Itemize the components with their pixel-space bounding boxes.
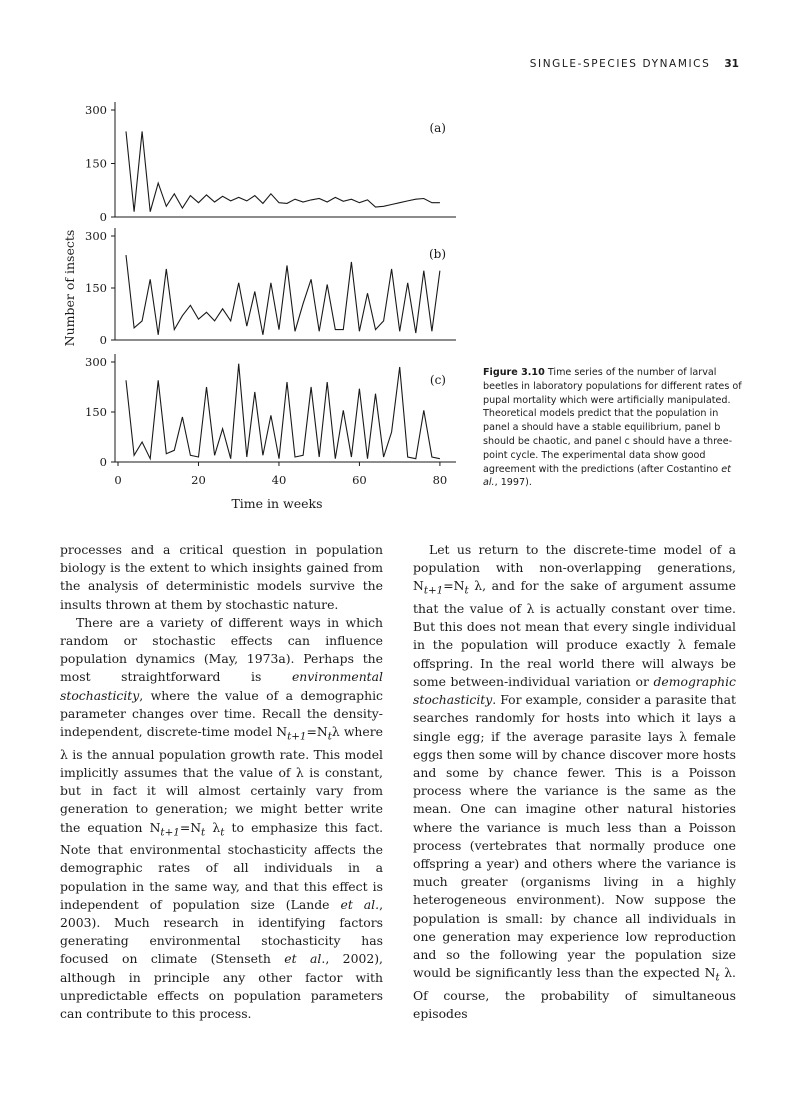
- x-tick-label: 20: [191, 473, 206, 487]
- panel-label: (b): [428, 247, 446, 261]
- running-title: SINGLE-SPECIES DYNAMICS: [529, 58, 711, 70]
- caption-cite: et al.: [483, 463, 731, 489]
- left-column: [60, 541, 383, 1023]
- y-tick-label: 0: [99, 210, 107, 224]
- panel-label: (a): [429, 121, 446, 135]
- x-tick-label: 80: [432, 473, 448, 487]
- x-tick-label: 60: [352, 473, 367, 487]
- paragraph: processes and a critical question in population biology is the extent to which insights gained from the analysis of deterministic models survive the insults thrown at them by stochastic nature.: [60, 542, 383, 612]
- y-axis-label: Number of insects: [62, 229, 77, 347]
- figure-caption: [483, 366, 745, 490]
- figure-label: Figure 3.10: [483, 367, 545, 378]
- y-tick-label: 150: [85, 156, 107, 171]
- series-line: [126, 255, 440, 335]
- x-axis-label: Time in weeks: [231, 496, 323, 511]
- series-line: [126, 131, 440, 211]
- y-tick-label: 300: [85, 355, 107, 369]
- right-column: [413, 541, 736, 1023]
- paragraph: There are a variety of different ways in which random or stochastic effects can influence population dynamics (May, 1973a). Perhaps the most straightforward is environmental stochasticity, where the value of a demographic parameter changes over time. Recall the density-independent, discrete-time model $N_{t+1}=N_t\lambda$ where λ is the annual population growth rate. This model implicitly assumes that the value of λ is constant, but in fact it will almost certainly vary from generation to generation; we might better write the equation $N_{t+1}=N_t$ $\lambda_t$ to emphasize this fact. Note that environmental stochasticity affects the demographic rates of all individuals in a population in the same way, and that this effect is independent of population size (Lande et al., 2003). Much research in identifying factors generating environmental stochasticity has focused on climate (Stenseth et al., 2002), although in principle any other factor with unpredictable effects on population parameters can contribute to this process.: [60, 614, 384, 1022]
- y-tick-label: 150: [85, 405, 107, 419]
- page-number: 31: [724, 58, 739, 70]
- y-tick-label: 0: [99, 455, 107, 469]
- series-line: [126, 364, 440, 459]
- paragraph: Let us return to the discrete-time model of a population with non-overlapping generations, $N_{t+1}=N_t$ λ, and for the sake of argument assume that the value of λ is actually constant over time. But this does not mean that every single individual in the population will produce exactly λ female offspring. In the real world there will always be some between-individual variation or demographic stochasticity. For example, consider a parasite that searches randomly for hosts into which it lays a single egg; if the average parasite lays λ female eggs then some will by chance discover more hosts and some by chance fewer. This is a Poisson process where the variance is the same as the mean. One can imagine other natural histories where the variance is much less than a Poisson process (vertebrates that normally produce one offspring a year) and others where the variance is much greater (organisms living in a highly heterogeneous environment). Now suppose the population is small: by chance all individuals in one generation may experience low reproduction and so the following year the population size would be significantly less than the expected $N_t$ λ. Of course, the probability of simultaneous episodes: [413, 542, 736, 1022]
- panel-label: (c): [429, 373, 446, 387]
- x-tick-label: 0: [114, 473, 122, 487]
- x-tick-label: 40: [271, 473, 287, 487]
- y-tick-label: 0: [99, 333, 107, 347]
- y-tick-label: 300: [85, 229, 107, 243]
- caption-cite-end: , 1997).: [494, 477, 532, 489]
- y-tick-label: 300: [85, 103, 107, 117]
- y-tick-label: 150: [85, 281, 107, 295]
- caption-text: Time series of the number of larval beetles in laboratory populations for different rates of pupal mortality which were artificially manipulated. Theoretical models predict that the population in panel a should have a stable equilibrium, panel b should be chaotic, and panel c should have a three-point cycle. The experimental data show good agreement with the predictions (after Costantino: [483, 367, 742, 475]
